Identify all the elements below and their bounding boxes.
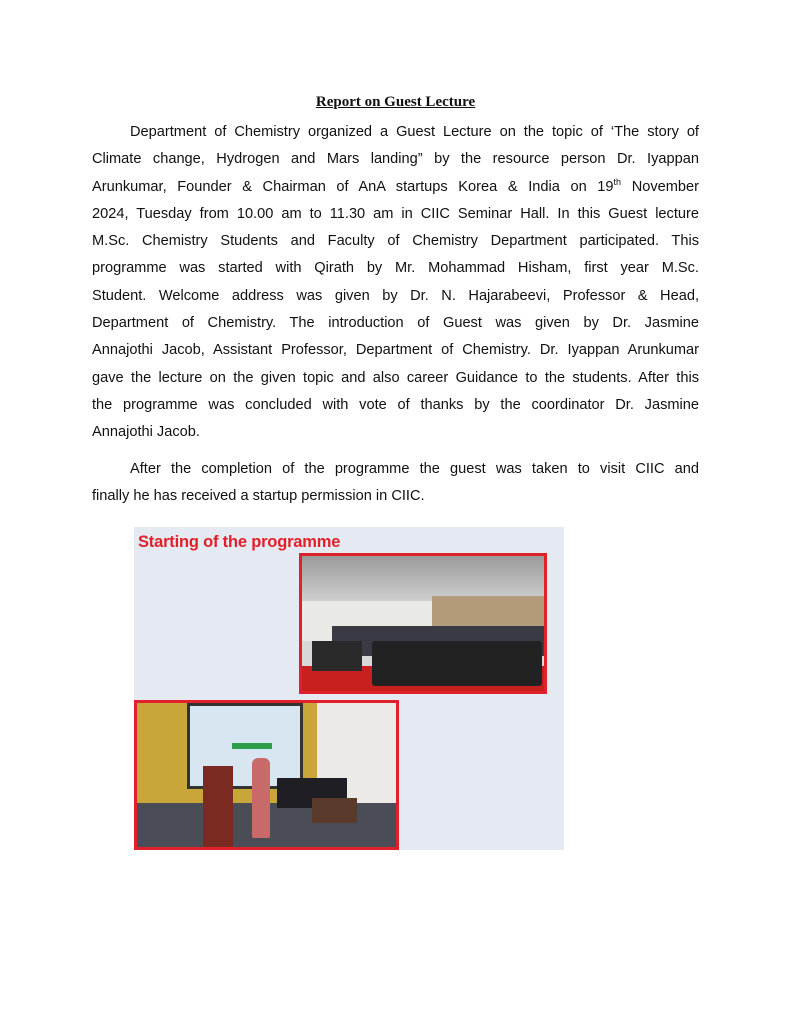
text-line: Annajothi Jacob, Assistant Professor, Department of Chemistry. Dr. Iyappan Arunkumar: [92, 342, 699, 359]
text-fragment: November: [631, 178, 700, 195]
text-line: Annajothi Jacob.: [92, 424, 200, 441]
text-line: 2024, Tuesday from 10.00 am to 11.30 am in CIIC Seminar Hall. In this Guest lecture: [92, 205, 699, 222]
text-line: [92, 174, 699, 201]
paragraph-2: [92, 456, 699, 511]
paragraph-1: [92, 119, 699, 447]
text-line: gave the lecture on the given topic and also career Guidance to the students. After this: [92, 369, 699, 386]
speaker-photo: [134, 700, 399, 850]
text-line: Department of Chemistry. The introduction of Guest was given by Dr. Jasmine: [92, 315, 699, 332]
text-line: M.Sc. Chemistry Students and Faculty of Chemistry Department participated. This: [92, 233, 699, 250]
text-line: the programme was concluded with vote of thanks by the coordinator Dr. Jasmine: [92, 396, 699, 413]
slide-title: Starting of the programme: [138, 533, 341, 551]
text-fragment: Arunkumar, Founder & Chairman of AnA startups Korea & India on 19: [92, 178, 614, 195]
photo-slide: [134, 527, 564, 850]
text-line: finally he has received a startup permission in CIIC.: [92, 488, 425, 505]
audience-photo: [299, 553, 547, 694]
text-line: Climate change, Hydrogen and Mars landing” by the resource person Dr. Iyappan: [92, 151, 699, 168]
text-line: Student. Welcome address was given by Dr. N. Hajarabeevi, Professor & Head,: [92, 287, 699, 304]
text-line: Department of Chemistry organized a Guest Lecture on the topic of ‘The story of: [130, 124, 699, 140]
superscript: th: [613, 176, 622, 187]
text-line: After the completion of the programme the guest was taken to visit CIIC and: [130, 461, 699, 477]
report-title: Report on Guest Lecture: [315, 94, 476, 110]
text-line: programme was started with Qirath by Mr. Mohammad Hisham, first year M.Sc.: [92, 260, 699, 277]
